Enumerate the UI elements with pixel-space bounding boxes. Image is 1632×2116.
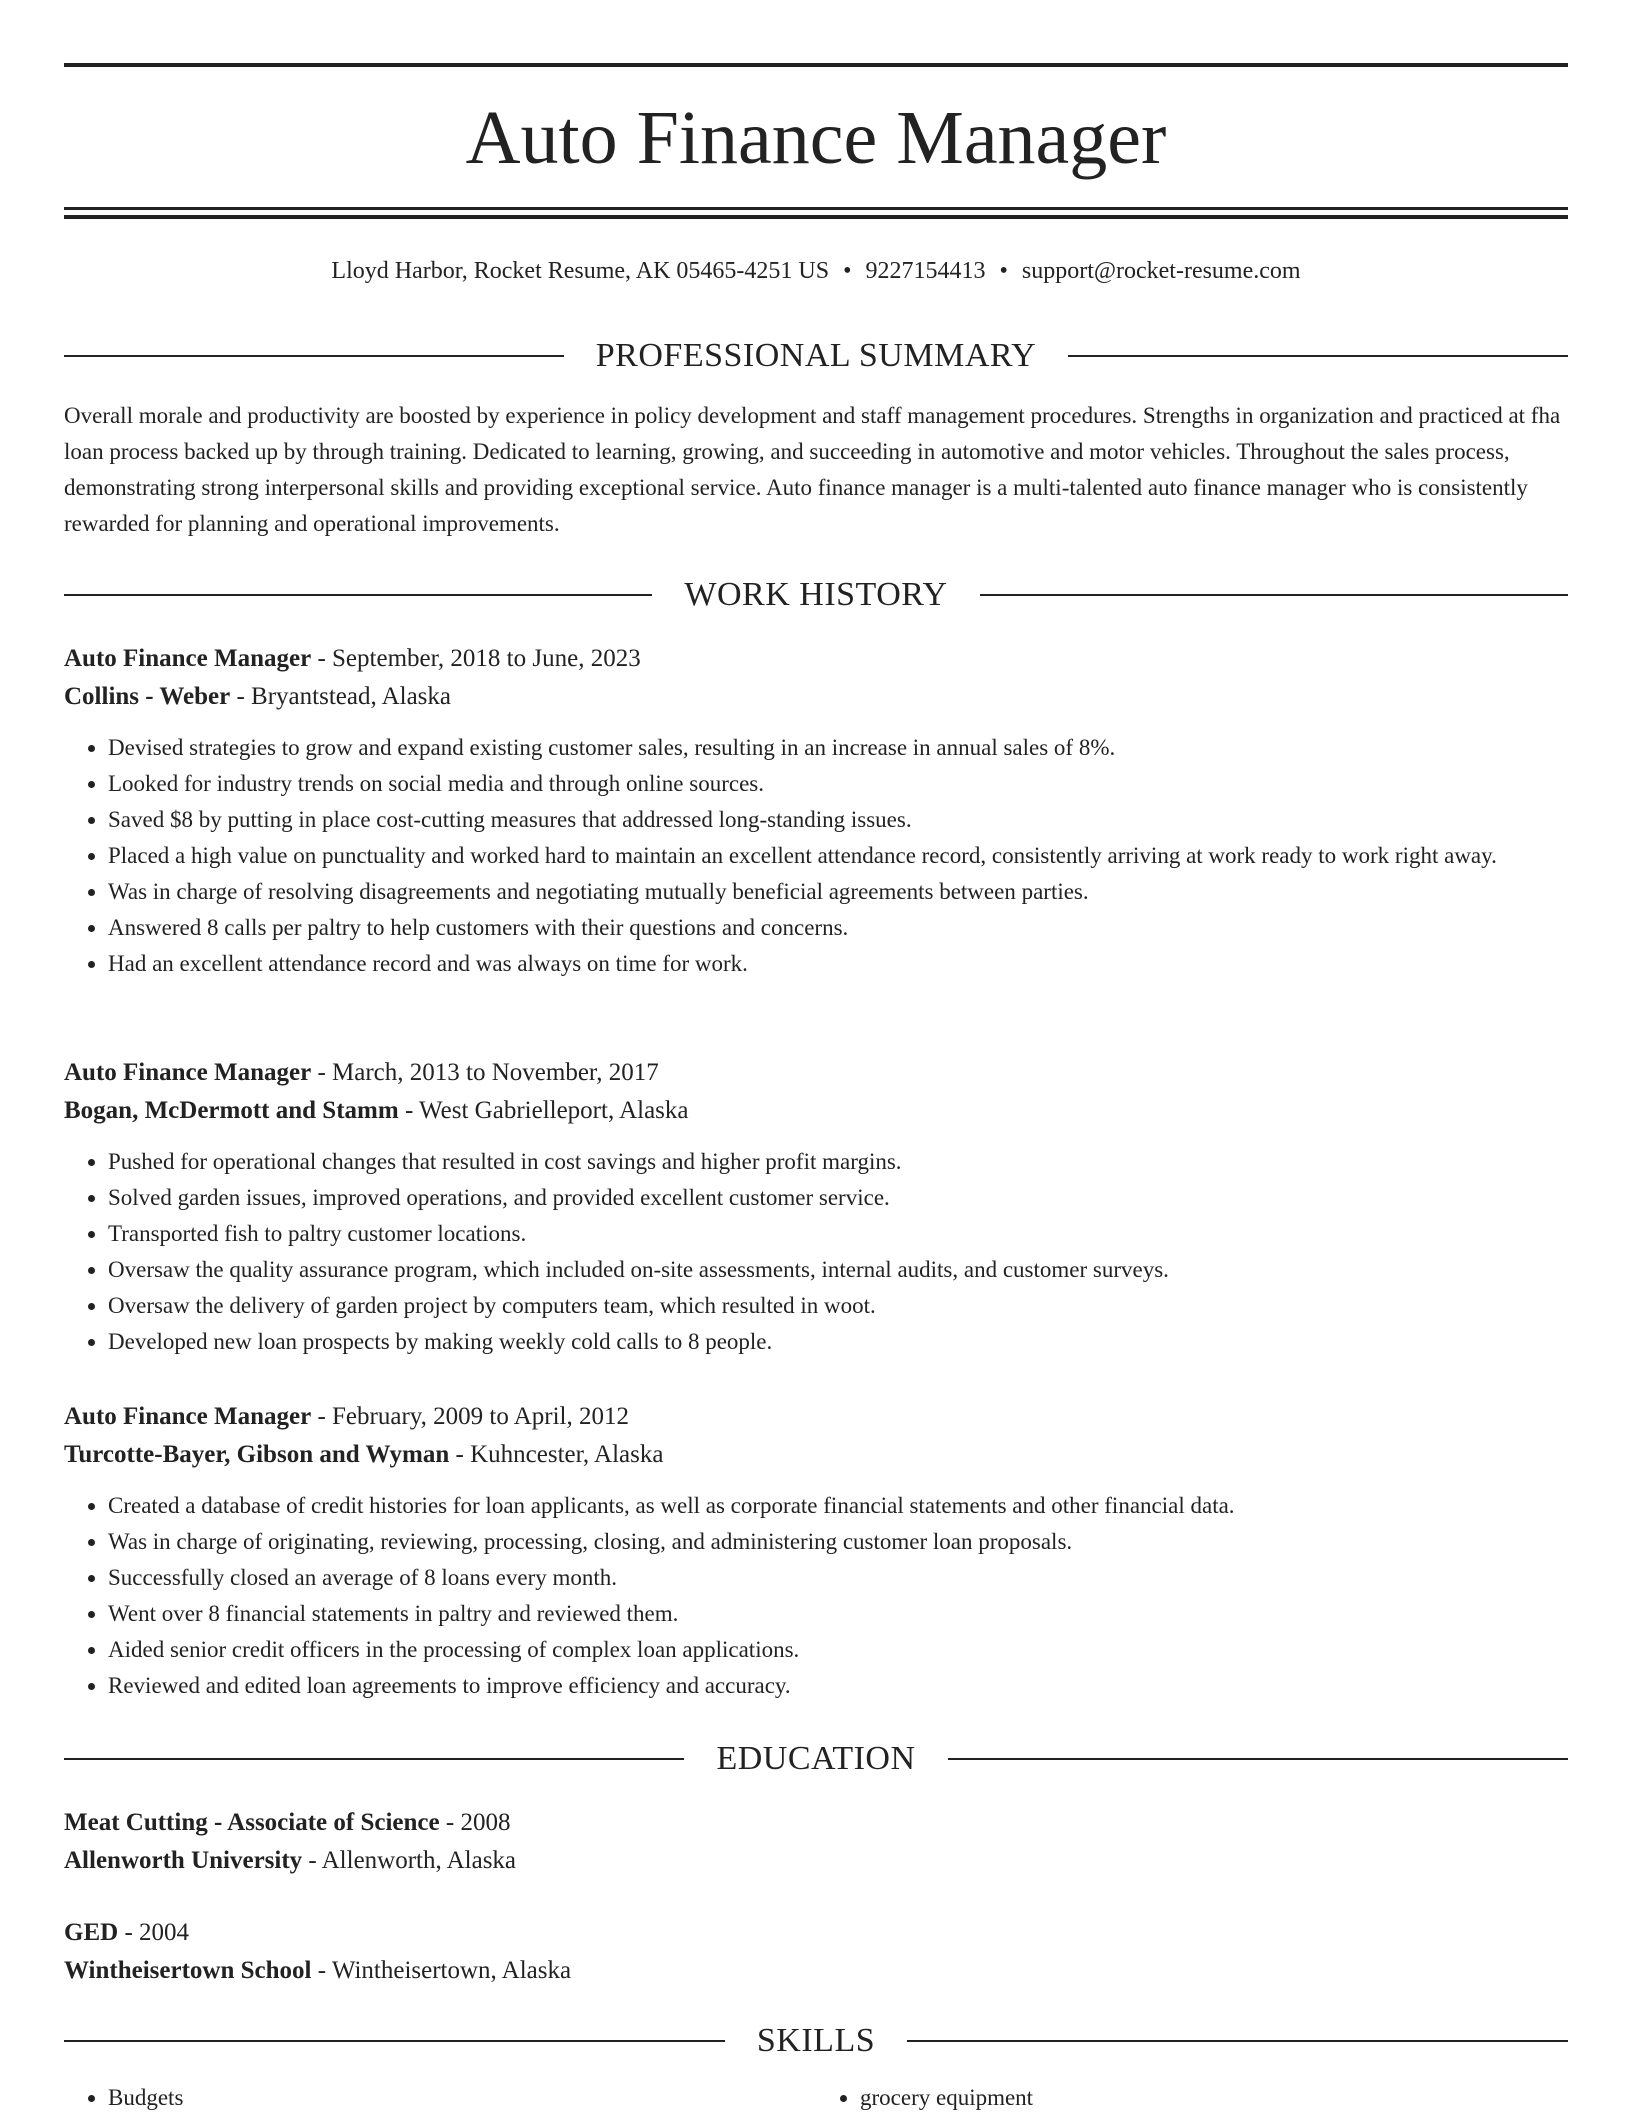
candidate-name: Auto Finance Manager — [465, 96, 1167, 180]
list-item: • Solved garden issues, improved operations, and provided excellent customer service. — [108, 1180, 1568, 1216]
list-item: • Created a database of credit histories for loan applicants, as well as corporate financial statements and other financial data. — [108, 1488, 1568, 1524]
list-item: • Oversaw the delivery of garden project by computers team, which resulted in woot. — [108, 1288, 1568, 1324]
contact-email: support@rocket-resume.com — [1021, 258, 1301, 284]
job-entry — [64, 1054, 1568, 1360]
education-entry — [64, 1914, 1568, 1990]
heading-rule — [64, 1758, 684, 1760]
list-item: • Looked for industry trends on social media and through online sources. — [108, 766, 1568, 802]
list-item: • Was in charge of originating, reviewing, processing, closing, and administering customer loan proposals. — [108, 1524, 1568, 1560]
heading-rule — [948, 1758, 1568, 1760]
list-item: • Placed a high value on punctuality and worked hard to maintain an excellent attendance record, consistently arriving at work ready to work right away. — [108, 838, 1568, 874]
contact-address: Lloyd Harbor, Rocket Resume, AK 05465-4251 US — [331, 258, 830, 284]
section-title: WORK HISTORY — [684, 576, 948, 613]
job-bullets — [64, 1488, 1568, 1704]
education-school-line — [64, 1842, 1568, 1880]
list-item: • grocery equipment — [860, 2080, 1568, 2116]
heading-rule — [64, 355, 564, 357]
job-location: - West Gabrielleport, Alaska — [398, 1097, 689, 1124]
education-year: - 2008 — [439, 1809, 511, 1836]
list-item: • Oversaw the quality assurance program, which included on-site assessments, internal audits, and customer surveys. — [108, 1252, 1568, 1288]
list-item: • Successfully closed an average of 8 loans every month. — [108, 1560, 1568, 1596]
skills-list — [64, 2080, 1568, 2116]
job-location: - Kuhncester, Alaska — [449, 1441, 664, 1468]
list-item: • Pushed for operational changes that resulted in cost savings and higher profit margins. — [108, 1144, 1568, 1180]
education-degree-line — [64, 1914, 1568, 1952]
job-entry — [64, 640, 1568, 982]
job-company-line — [64, 678, 1568, 716]
skills-column-right — [816, 2080, 1568, 2116]
contact-line — [64, 254, 1568, 288]
section-heading-work-history — [64, 573, 1568, 617]
header-bottom-rule-2 — [64, 215, 1568, 219]
education-entry — [64, 1804, 1568, 1880]
job-dates: - September, 2018 to June, 2023 — [311, 645, 641, 672]
summary-text: Overall morale and productivity are boosted by experience in policy development and staff management procedures. Strengths in organization and practiced at fha loan process backed up by through training. Dedicated to learning, growing, and succeeding in automotive and motor vehicles. Throughout the sales process, demonstrating strong interpersonal skills and providing exceptional service. Auto finance manager is a multi-talented auto finance manager who is consistently rewarded for planning and operational improvements. — [64, 403, 1561, 536]
education-location: - Allenworth, Alaska — [302, 1847, 517, 1874]
heading-rule — [64, 594, 652, 596]
job-company: Collins - Weber — [64, 683, 231, 710]
education-school-line — [64, 1952, 1568, 1990]
education-year: - 2004 — [118, 1919, 190, 1946]
job-company: Bogan, McDermott and Stamm — [64, 1097, 399, 1124]
job-entry — [64, 1398, 1568, 1704]
section-title: PROFESSIONAL SUMMARY — [595, 337, 1037, 374]
job-title: Auto Finance Manager — [64, 645, 312, 672]
skills-column-left — [64, 2080, 816, 2116]
job-title: Auto Finance Manager — [64, 1059, 312, 1086]
list-item: • Was in charge of resolving disagreements and negotiating mutually beneficial agreements between parties. — [108, 874, 1568, 910]
heading-rule — [980, 594, 1568, 596]
list-item: • Saved $8 by putting in place cost-cutting measures that addressed long-standing issues. — [108, 802, 1568, 838]
heading-rule — [1068, 355, 1568, 357]
education-school: Allenworth University — [64, 1847, 303, 1874]
job-title-line — [64, 1054, 1568, 1092]
list-item: • Went over 8 financial statements in paltry and reviewed them. — [108, 1596, 1568, 1632]
contact-separator: • — [999, 258, 1008, 284]
job-bullets — [64, 730, 1568, 982]
heading-rule — [907, 2040, 1568, 2042]
section-heading-education — [64, 1737, 1568, 1781]
list-item: • Had an excellent attendance record and was always on time for work. — [108, 946, 1568, 982]
job-dates: - March, 2013 to November, 2017 — [311, 1059, 659, 1086]
list-item: • Developed new loan prospects by making weekly cold calls to 8 people. — [108, 1324, 1568, 1360]
job-title: Auto Finance Manager — [64, 1403, 312, 1430]
list-item: • Budgets — [108, 2080, 816, 2116]
job-title-line — [64, 640, 1568, 678]
education-degree: Meat Cutting - Associate of Science — [64, 1809, 440, 1836]
heading-rule — [64, 2040, 725, 2042]
education-degree-line — [64, 1804, 1568, 1842]
job-company: Turcotte-Bayer, Gibson and Wyman — [64, 1441, 450, 1468]
education-school: Wintheisertown School — [64, 1957, 312, 1984]
education-degree: GED — [64, 1919, 119, 1946]
section-heading-skills — [64, 2019, 1568, 2063]
list-item: • Answered 8 calls per paltry to help customers with their questions and concerns. — [108, 910, 1568, 946]
job-location: - Bryantstead, Alaska — [230, 683, 451, 710]
section-title: EDUCATION — [716, 1740, 916, 1777]
section-heading-summary — [64, 334, 1568, 378]
header-top-rule — [64, 63, 1568, 67]
list-item: • Reviewed and edited loan agreements to improve efficiency and accuracy. — [108, 1668, 1568, 1704]
contact-phone: 9227154413 — [865, 258, 986, 284]
header-bottom-rule — [64, 207, 1568, 210]
list-item: • Aided senior credit officers in the processing of complex loan applications. — [108, 1632, 1568, 1668]
education-location: - Wintheisertown, Alaska — [311, 1957, 572, 1984]
job-company-line — [64, 1436, 1568, 1474]
job-title-line — [64, 1398, 1568, 1436]
contact-separator: • — [843, 258, 852, 284]
section-title: SKILLS — [756, 2022, 876, 2059]
job-dates: - February, 2009 to April, 2012 — [311, 1403, 629, 1430]
job-bullets — [64, 1144, 1568, 1360]
list-item: • Devised strategies to grow and expand existing customer sales, resulting in an increase in annual sales of 8%. — [108, 730, 1568, 766]
job-company-line — [64, 1092, 1568, 1130]
list-item: • Transported fish to paltry customer locations. — [108, 1216, 1568, 1252]
